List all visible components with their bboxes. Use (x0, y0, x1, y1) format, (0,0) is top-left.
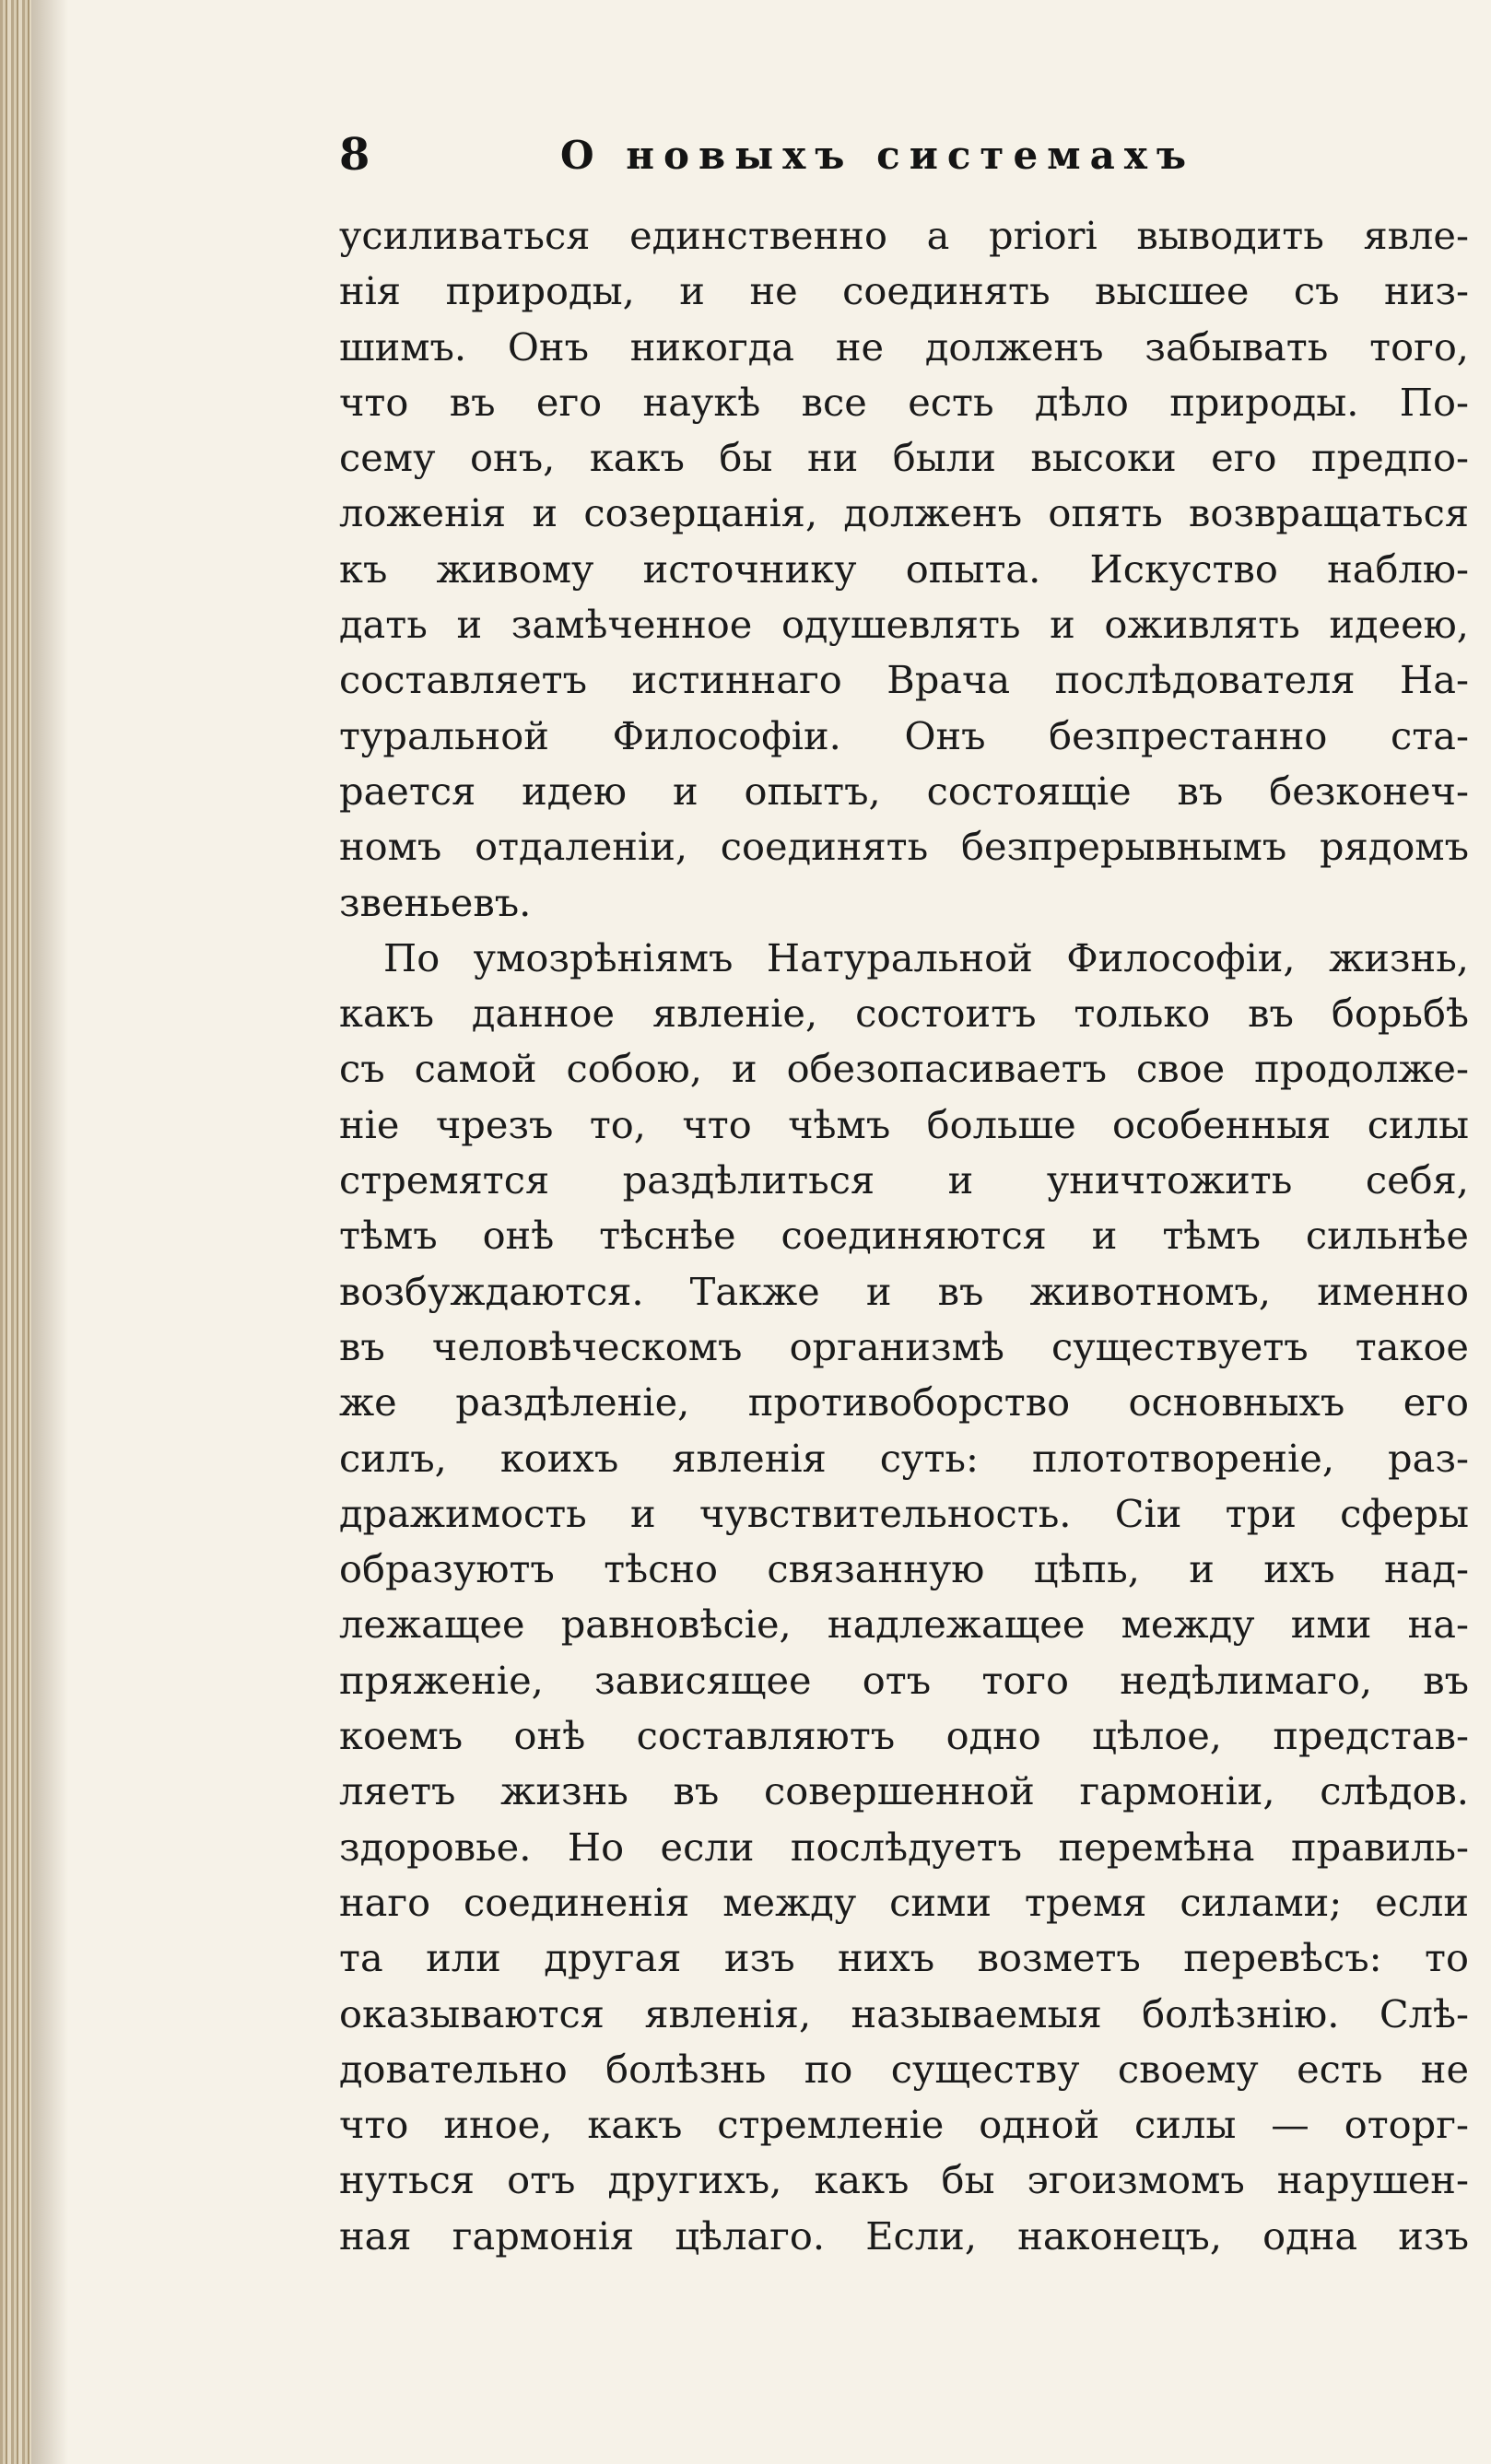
text-line: возбуждаются. Также и въ животномъ, именно (339, 1268, 1469, 1314)
text-line: составляетъ истиннаго Врача послѣдователя На- (339, 657, 1469, 703)
text-line: ложенія и созерцанія, долженъ опять возвращаться (339, 490, 1469, 536)
text-line: усиливаться единственно а priori выводить явле- (339, 213, 1469, 258)
paragraph-1 (339, 208, 1469, 931)
text-line: номъ отдаленіи, соединять безпрерывнымъ рядомъ (339, 824, 1469, 870)
text-line: наго соединенія между сими тремя силами; если (339, 1879, 1469, 1925)
text-line: рается идею и опытъ, состоящіе въ безконеч- (339, 768, 1469, 814)
body-text (339, 208, 1469, 2264)
page-number: 8 (339, 129, 370, 181)
text-line: образуютъ тѣсно связанную цѣпь, и ихъ над- (339, 1546, 1469, 1592)
text-line: коемъ онѣ составляютъ одно цѣлое, представ- (339, 1713, 1469, 1759)
text-line: оказываются явленія, называемыя болѣзнію. Слѣ- (339, 1990, 1469, 2036)
text-line: въ человѣческомъ организмѣ существуетъ такое (339, 1323, 1469, 1369)
text-line: къ живому источнику опыта. Искуство наблю- (339, 546, 1469, 592)
text-line: дать и замѣченное одушевлять и оживлять идеею, (339, 602, 1469, 648)
running-title: О новыхъ системахъ (560, 133, 1196, 178)
book-binding-edge (0, 0, 31, 2464)
text-line: стремятся раздѣлиться и уничтожить себя, (339, 1157, 1469, 1203)
text-line: лежащее равновѣсіе, надлежащее между ими на- (339, 1602, 1469, 1648)
text-line: что въ его наукѣ все есть дѣло природы. По- (339, 379, 1469, 425)
text-line: что иное, какъ стремленіе одной силы — оторг- (339, 2102, 1469, 2148)
text-line: дражимость и чувствительность. Сіи три сферы (339, 1490, 1469, 1536)
text-line: та или другая изъ нихъ возметъ перевѣсъ: то (339, 1935, 1469, 1981)
text-line: тѣмъ онѣ тѣснѣе соединяются и тѣмъ сильнѣе (339, 1213, 1469, 1259)
text-line: здоровье. Но если послѣдуетъ перемѣна правиль- (339, 1824, 1469, 1870)
text-line: ная гармонія цѣлаго. Если, наконецъ, одна изъ (339, 2212, 1469, 2259)
text-line: ніе чрезъ то, что чѣмъ больше особенныя силы (339, 1101, 1469, 1147)
text-line: ляетъ жизнь въ совершенной гармоніи, слѣдов. (339, 1768, 1469, 1814)
text-line: туральной Философіи. Онъ безпрестанно ста- (339, 712, 1469, 758)
text-line: нуться отъ другихъ, какъ бы эгоизмомъ нарушен- (339, 2157, 1469, 2203)
text-line: довательно болѣзнь по существу своему есть не (339, 2046, 1469, 2092)
gutter-shadow (31, 0, 68, 2464)
text-line: съ самой собою, и обезопасиваетъ свое продолже- (339, 1046, 1469, 1092)
text-line: какъ данное явленіе, состоитъ только въ борьбѣ (339, 991, 1469, 1037)
text-line: звеньевъ. (339, 879, 532, 925)
text-line: По умозрѣніямъ Натуральной Философіи, жизнь, (383, 934, 1469, 980)
text-line: сему онъ, какъ бы ни были высоки его предпо- (339, 435, 1469, 481)
text-line: пряженіе, зависящее отъ того недѣлимаго, въ (339, 1657, 1469, 1703)
text-line: силъ, коихъ явленія суть: плототвореніе, раз- (339, 1435, 1469, 1481)
text-line: нія природы, и не соединять высшее съ низ- (339, 268, 1469, 314)
paragraph-2 (339, 931, 1469, 2264)
text-line: шимъ. Онъ никогда не долженъ забывать того, (339, 323, 1469, 370)
page-header (339, 129, 1261, 194)
text-line: же раздѣленіе, противоборство основныхъ его (339, 1379, 1469, 1426)
